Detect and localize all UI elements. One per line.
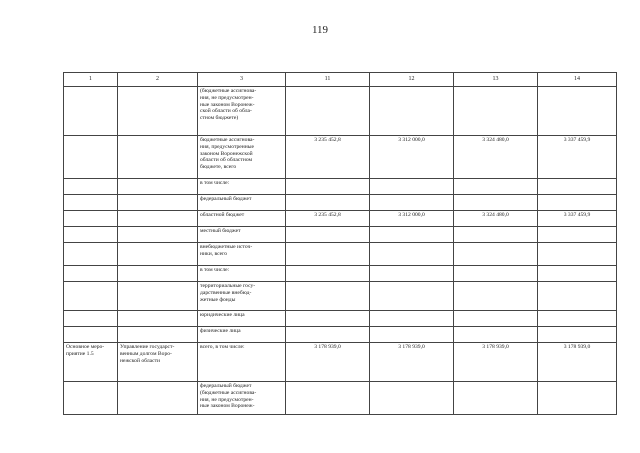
table-row	[64, 327, 617, 343]
column-header: 12	[370, 73, 454, 87]
source-cell: внебюджетные источ- ники, всего	[198, 243, 286, 266]
source-cell: бюджетные ассигнова- ния, предусмотренные законом Воронежской области об областном бюджете, всего	[198, 136, 286, 179]
source-cell: физические лица	[198, 327, 286, 343]
value-cell	[538, 195, 617, 211]
header-row	[64, 73, 617, 87]
table-row	[64, 195, 617, 211]
value-cell	[370, 87, 454, 136]
value-cell	[454, 179, 538, 195]
value-cell: 3 235 452,8	[286, 211, 370, 227]
event-cell	[64, 87, 118, 136]
event-cell	[64, 195, 118, 211]
table-row	[64, 311, 617, 327]
event-cell	[64, 136, 118, 179]
column-header: 1	[64, 73, 118, 87]
value-cell	[286, 179, 370, 195]
value-cell: 3 235 452,8	[286, 136, 370, 179]
table-row	[64, 382, 617, 415]
table-row	[64, 211, 617, 227]
value-cell	[454, 327, 538, 343]
source-cell: в том числе:	[198, 179, 286, 195]
value-cell: 3 178 939,0	[454, 343, 538, 382]
column-header: 3	[198, 73, 286, 87]
value-cell	[370, 227, 454, 243]
table-row	[64, 266, 617, 282]
table-row	[64, 227, 617, 243]
event-cell	[64, 327, 118, 343]
value-cell	[286, 227, 370, 243]
source-cell: в том числе:	[198, 266, 286, 282]
value-cell	[454, 282, 538, 311]
source-cell: местный бюджет	[198, 227, 286, 243]
source-cell: территориальные госу- дарственные внебюд- жетные фонды	[198, 282, 286, 311]
column-header: 2	[118, 73, 198, 87]
value-cell	[538, 243, 617, 266]
value-cell	[286, 266, 370, 282]
page-number: 119	[311, 24, 329, 36]
executor-cell	[118, 282, 198, 311]
event-cell	[64, 211, 118, 227]
value-cell	[286, 382, 370, 415]
value-cell: 3 337 459,9	[538, 211, 617, 227]
value-cell	[454, 227, 538, 243]
value-cell	[538, 282, 617, 311]
table-row	[64, 136, 617, 179]
value-cell	[286, 327, 370, 343]
event-cell	[64, 179, 118, 195]
value-cell	[370, 382, 454, 415]
table-row	[64, 87, 617, 136]
value-cell	[370, 243, 454, 266]
value-cell	[370, 311, 454, 327]
value-cell	[286, 282, 370, 311]
value-cell: 3 312 000,0	[370, 211, 454, 227]
value-cell	[538, 227, 617, 243]
value-cell: 3 312 000,0	[370, 136, 454, 179]
event-cell	[64, 282, 118, 311]
value-cell	[286, 243, 370, 266]
event-cell	[64, 266, 118, 282]
event-cell	[64, 243, 118, 266]
column-header: 13	[454, 73, 538, 87]
event-cell	[64, 227, 118, 243]
value-cell	[538, 87, 617, 136]
source-cell: всего, в том числе:	[198, 343, 286, 382]
value-cell	[454, 311, 538, 327]
value-cell	[286, 87, 370, 136]
value-cell	[286, 195, 370, 211]
executor-cell	[118, 227, 198, 243]
value-cell	[370, 179, 454, 195]
executor-cell	[118, 327, 198, 343]
executor-cell	[118, 211, 198, 227]
value-cell: 3 178 939,0	[538, 343, 617, 382]
source-cell: федеральный бюджет (бюджетные ассигнова- ния, не предусмотрен- ные законом Воронеж-	[198, 382, 286, 415]
column-header: 11	[286, 73, 370, 87]
executor-cell	[118, 243, 198, 266]
source-cell: юридические лица	[198, 311, 286, 327]
value-cell	[454, 195, 538, 211]
table-row	[64, 179, 617, 195]
value-cell	[370, 195, 454, 211]
executor-cell	[118, 195, 198, 211]
value-cell: 3 178 939,0	[370, 343, 454, 382]
value-cell	[370, 282, 454, 311]
executor-cell	[118, 136, 198, 179]
source-cell: федеральный бюджет	[198, 195, 286, 211]
executor-cell	[118, 87, 198, 136]
value-cell	[454, 243, 538, 266]
event-cell	[64, 311, 118, 327]
value-cell	[538, 179, 617, 195]
value-cell	[538, 327, 617, 343]
value-cell	[454, 266, 538, 282]
value-cell: 3 337 459,9	[538, 136, 617, 179]
executor-cell	[118, 382, 198, 415]
value-cell	[538, 311, 617, 327]
value-cell	[538, 266, 617, 282]
source-cell: областной бюджет	[198, 211, 286, 227]
event-cell	[64, 382, 118, 415]
budget-table	[63, 72, 617, 415]
table-row	[64, 343, 617, 382]
value-cell	[454, 87, 538, 136]
event-cell: Основное меро- приятие 1.5	[64, 343, 118, 382]
executor-cell	[118, 179, 198, 195]
source-cell: (бюджетные ассигнова- ния, не предусмотрен- ные законом Воронеж- ской области об обла- стном бюджете)	[198, 87, 286, 136]
table-row	[64, 243, 617, 266]
table-row	[64, 282, 617, 311]
executor-cell: Управление государст- венным долгом Воро- нежской области	[118, 343, 198, 382]
value-cell: 3 178 939,0	[286, 343, 370, 382]
value-cell: 3 324 480,0	[454, 136, 538, 179]
value-cell	[538, 382, 617, 415]
value-cell	[454, 382, 538, 415]
column-header: 14	[538, 73, 617, 87]
value-cell	[370, 327, 454, 343]
executor-cell	[118, 311, 198, 327]
value-cell: 3 324 480,0	[454, 211, 538, 227]
value-cell	[286, 311, 370, 327]
executor-cell	[118, 266, 198, 282]
value-cell	[370, 266, 454, 282]
